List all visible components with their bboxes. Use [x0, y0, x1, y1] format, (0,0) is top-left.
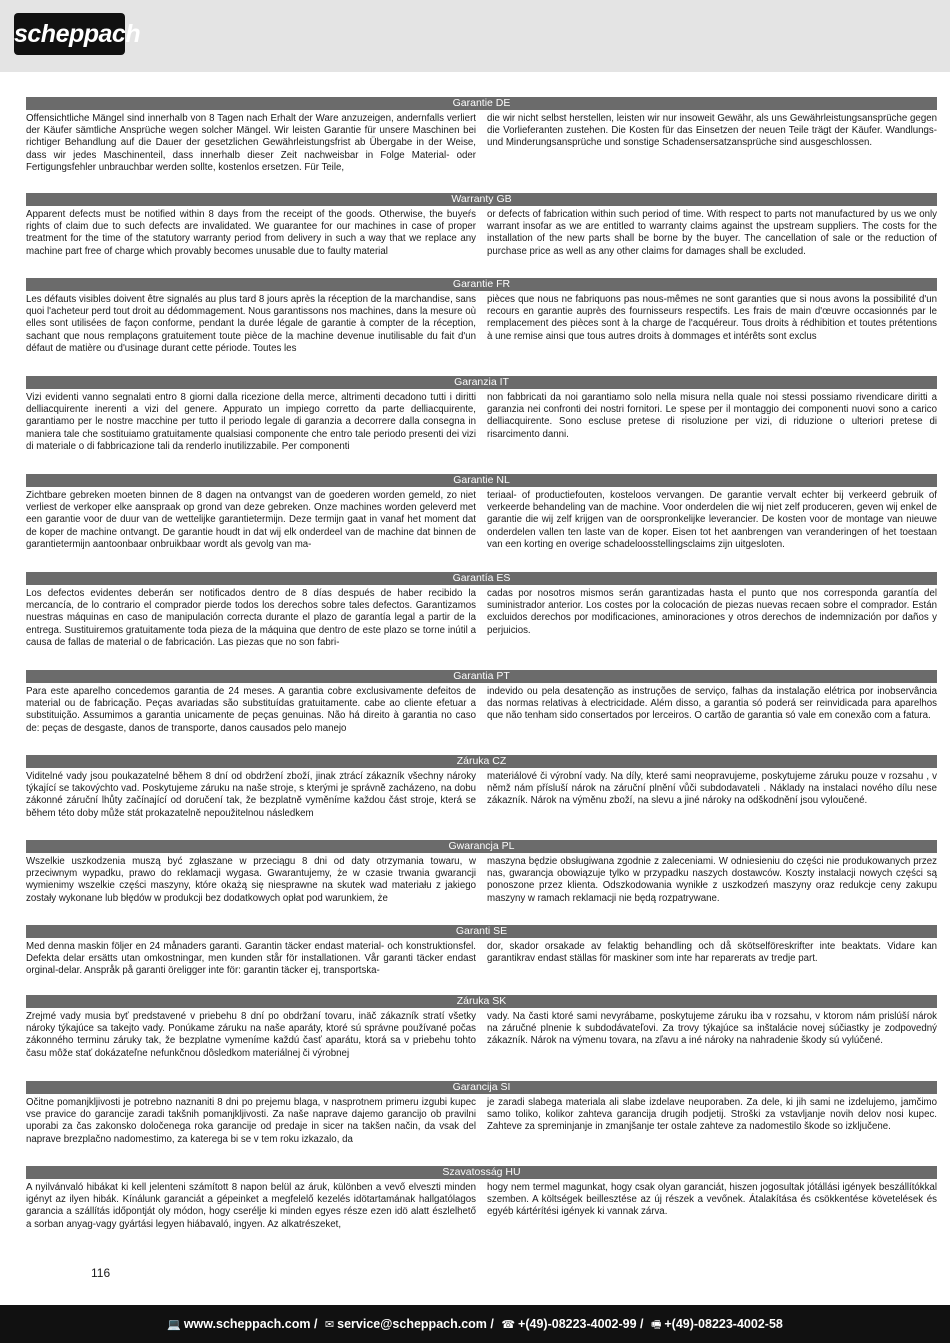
contact-footer [0, 1305, 950, 1343]
section-text-left: Wszelkie uszkodzenia muszą być zgłaszane w przeciągu 8 dni od daty otrzymania towaru, w przeciwnym wypadku, prawo do reklamacji wygasa. Gwarantujemy, że w czasie trwania gwarancji wymienimy wszelkie części maszyny, które okażą się niesprawne na skutek wad materiału z jakiego zostały wykonane lub błędów w produkcji bez dodatkowych opłat pod warunkiem, że [26, 856, 476, 904]
warranty-section-se [26, 925, 937, 995]
section-text-left: Les défauts visibles doivent être signalés au plus tard 8 jours après la réception de la marchandise, sans quoi l'acheteur perd tout droit au dédommagement. Nous garantissons nos machines, dans la mesure où elles sont utilisées de façon conforme, pendant la durée légale de garantie à compter de la réception, sachant que nous remplaçons gratuitement toute pièce de la machine devenue inutilisable du fait d'un défaut de matière ou d'usinage durant cette période. Toutes les [26, 294, 476, 354]
section-text-right: die wir nicht selbst herstellen, leisten wir nur insoweit Gewähr, als uns Gewährleistungsansprüche gegen die Vorlieferanten zustehen. Die Kosten für das Einsetzen der neuen Teile trägt der Käufer. Wandlungs- und Minderungsansprüche und sonstige Schadensersatzansprüche sind ausgeschlossen. [487, 113, 937, 149]
warranty-section-gb [26, 193, 937, 278]
section-text-right: maszyna będzie obsługiwana zgodnie z zaleceniami. W odniesieniu do części nie produkowanych przez nas, gwarancja obowiązuje tylko w przypadku naszych dostawców. Koszty instalacji nowych części są ponoszone przez klienta. Odszkodowania wynikłe z uszkodzeń maszyny oraz redukcje ceny zakupu maszyny w ramach reklamacji nie będą rozpatrywane. [487, 856, 937, 904]
warranty-section-hu [26, 1166, 937, 1236]
section-text-left: Offensichtliche Mängel sind innerhalb von 8 Tagen nach Erhalt der Ware anzuzeigen, andernfalls verliert der Käufer sämtliche Ansprüche wegen solcher Mängel. Wir leisten Garantie für unsere Maschinen bei richtiger Behandlung auf die Dauer der gesetzlichen Gewährleistungsfrist ab Übergabe in der Weise, dass wir jedes Maschinenteil, dass innerhalb dieser Zeit nachweisbar in Folge Material- oder Fertigungsfehler unbrauchbar werden sollte, kostenlos ersetzen. Für Teile, [26, 113, 476, 173]
section-title: Garantía ES [26, 572, 937, 585]
section-text-right: or defects of fabrication within such period of time. With respect to parts not manufactured by us we only warrant insofar as we are entitled to warranty claims against the upstream suppliers. The costs for the installation of the new parts shall be borne by the buyer. The cancellation of sale or the reduction of purchase price as well as any other claims for damages shall be excluded. [487, 209, 937, 257]
section-text-right: hogy nem termel magunkat, hogy csak olyan garanciát, hiszen jogosultak jótállási igények beszállítókkal szemben. A költségek beillesztése az új részek a vevőnek. Átalakítása és csökkentése követelések és egyéb kártérítési igények ki vannak zárva. [487, 1182, 937, 1218]
section-title: Garantia PT [26, 670, 937, 683]
section-title: Szavatosság HU [26, 1166, 937, 1179]
section-title: Garancija SI [26, 1081, 937, 1094]
section-text-left: Para este aparelho concedemos garantia de 24 meses. A garantia cobre exclusivamente defeitos de material ou de fabricação. Peças avariadas são substituídas gratuitamente. cabe ao cliente efetuar a substituição. Assumimos a garantia unicamente de peças genuinas. Não há direito à garantia no caso de: peças de desgaste, danos de transporte, danos causados pelo manejo [26, 686, 476, 734]
computer-icon: 💻 [167, 1319, 181, 1331]
warranty-section-pl [26, 840, 937, 925]
page-header [0, 0, 950, 72]
section-text-left: A nyilvánvaló hibákat ki kell jelenteni számított 8 napon belül az áruk, különben a vevő elveszti minden igényt az ilyen hibák. Kínálunk garanciát a gépeinket a megfelelő kezelés idötartamának hallgatólagos garancia a szállítás időpontját oly módon, hogy cserélje ki minden egyes része ezen idö alatt észlelhető a sorban anyag-vagy gyártási legyen hiábavaló, ingyen. Az alkatrészeket, [26, 1182, 476, 1230]
warranty-section-es [26, 572, 937, 670]
section-title: Záruka CZ [26, 755, 937, 768]
section-text-right: materiálové či výrobní vady. Na díly, které sami neopravujeme, poskytujeme záruku pouze v rozsahu , v němž nám přísluší nárok na záruční plnění vůči subdodavateli . Náklady na instalaci nového dílu nese zákazník. Nárok na výměnu zboží, na slevu a jiné nároky na odškodnění jsou vyloučené. [487, 771, 937, 807]
section-title: Garantie DE [26, 97, 937, 110]
website-link[interactable]: www.scheppach.com / [183, 1317, 318, 1331]
section-text-left: Vizi evidenti vanno segnalati entro 8 giorni dalla ricezione della merce, altrimenti decadono tutti i diritti delliacquirente inerenti a vizi del genere. Appurato un impiego corretto da parte delliacquirente, garantiamo per le nostre macchine per tutto il periodo legale di garanzia a decorrere dalla consegna in maniera tale che sostituiamo gratuitamente qualsiasi componente che entro tale periodo presenti dei vizi di materiale o di fabbricazione tali da renderlo inutilizzabile. Per componenti [26, 392, 476, 452]
phone-icon: ☎ [501, 1319, 516, 1331]
section-text-right: cadas por nosotros mismos serán garantizadas hasta el punto que nos corresponda garantía del suministrador anterior. Los costes por la colocación de piezas nuevas recaen sobre el comprador. Están excluidos derechos por modificaciones, aminoraciones y otros derechos de indemnización por daños y perjuicios. [487, 588, 937, 636]
section-text-left: Očitne pomanjkljivosti je potrebno naznaniti 8 dni po prejemu blaga, v nasprotnem primeru izgubi kupec vse pravice do garancije zaradi takšnih pomanjkljivosti. Za naše naprave dajemo garancijo ob pravilni uporabi za čas zakonsko določenega roka garancije od predaje in sicer na takšen način, da vsak del naprave brezplačno nadomestimo, za katerega bi se v tem roku izkazalo, da [26, 1097, 476, 1145]
section-text-left: Viditelné vady jsou poukazatelné během 8 dní od obdržení zboží, jinak ztrácí zákazník všechny nároky týkající se takovýchto vad. Poskytujeme záruku na naše stroje, s kterými je správně zacházeno, na dobu zákonné záruční lhůty začínající od doručení tak, že bezplatně vyměníme každou část stroje, která se během této doby může stát prokazatelně nepoužitelnou následkem [26, 771, 476, 819]
section-title: Garantie NL [26, 474, 937, 487]
section-title: Garanti SE [26, 925, 937, 938]
section-title: Garanzia IT [26, 376, 937, 389]
section-text-right: pièces que nous ne fabriquons pas nous-mêmes ne sont garanties que si nous avons la possibilité d'un recours en garantie auprès des fournisseurs respectifs. Les frais de main d'œuvre occasionnés par le remplacement des pièces sont à la charge de l'acquéreur. Tous droits à rédhibition et toutes prétentions à une remise ainsi que tous autres droits à dommages et intérêts sont exclus [487, 294, 937, 342]
warranty-section-cz [26, 755, 937, 840]
section-text-left: Apparent defects must be notified within 8 days from the receipt of the goods. Otherwise, the buyeŕs rights of claim due to such defects are invalidated. We guarantee for our machines in case of proper treatment for the time of the statutory warranty period from delivery in such a way that we replace any machine part free of charge which provably becomes unusable due to faulty material [26, 209, 476, 257]
warranty-section-fr [26, 278, 937, 376]
section-text-left: Zichtbare gebreken moeten binnen de 8 dagen na ontvangst van de goederen worden gemeld, zo niet verliest de verkoper elke aanspraak op grond van deze gebreken. Onze machines worden geleverd met een garantie voor de duur van de wettelijke garantietermijn. Deze termijn gaat in vanaf het moment dat de koper de machine ontvangt. De garantie houdt in dat wij elk onderdeel van de machine dat binnen de garantietermijn aantoonbaar onbruikbaar wordt als gevolg van ma- [26, 490, 476, 550]
section-text-right: je zaradi slabega materiala ali slabe izdelave neuporaben. Za dele, ki jih sami ne izdelujemo, jamčimo samo toliko, kolikor zahteva garancija drugih podjetij. Stroški za vstavljanje novih delov nosi kupec. Zahteve za spreminjanje in zmanjšanje ter ostale zahteve za nadomestilo škode so izključene. [487, 1097, 937, 1133]
warranty-section-de [26, 97, 937, 193]
warranty-section-pt [26, 670, 937, 755]
section-title: Gwarancja PL [26, 840, 937, 853]
page-number: 116 [91, 1266, 111, 1280]
warranty-section-sk [26, 995, 937, 1081]
section-text-right: indevido ou pela desatenção as instruções de serviço, falhas da instalação elétrica por inobservância das normas relativas à electricidade. Além disso, a garantia só poderá ser reinvidicada para aparelhos que não tenham sido consertados por lerceiros. O cartão de garantia só vale em conexão com a fatura. [487, 686, 937, 722]
section-text-right: non fabbricati da noi garantiamo solo nella misura nella quale noi stessi possiamo rivendicare diritti a garanzia nei confronti dei nostri fornitori. Le spese per il montaggio dei componenti nuovi sono a carico delliacquirente. Sono escluse pretese di risoluzione per vizi, di riduzione o ulteriori pretese di risarcimento danni. [487, 392, 937, 440]
warranty-section-si [26, 1081, 937, 1166]
mail-icon: ✉ [324, 1319, 335, 1331]
scheppach-logo: scheppach [14, 13, 125, 55]
warranty-section-it [26, 376, 937, 474]
warranty-section-nl [26, 474, 937, 572]
section-text-right: vady. Na časti ktoré sami nevyrábame, poskytujeme záruku iba v rozsahu, v ktorom nám prislúší nárok na záručné plnenie k subdodávateľovi. Za trovy týkajúce sa inštalácie novej súčiastky je zodpovedný zákazník. Nárok na výmenu tovara, na zľavu a iné nároky na nahradenie škody sú vylúčené. [487, 1011, 937, 1047]
section-text-right: dor, skador orsakade av felaktig behandling och då skötselföreskrifter inte beaktats. Vidare kan garantikrav endast ställas för maskiner som inte har reparerats av tredje part. [487, 941, 937, 965]
warranty-content [26, 97, 937, 1236]
section-text-left: Med denna maskin följer en 24 månaders garanti. Garantin täcker endast material- och konstruktionsfel. Defekta delar ersätts utan omkostningar, men kunden står för installationen. Vår garanti täcker endast orginal-delar. Anspråk på garanti öreligger inte för: garantin täcker ej, transportska- [26, 941, 476, 977]
section-text-right: teriaal- of productiefouten, kosteloos vervangen. De garantie vervalt echter bij verkeerd gebruik of verkeerde behandeling van de machine. Voor onderdelen die wij niet zelf produceren, geven wij enkel de garantie die wij zelf krijgen van de oorspronkelijke leverancier. De kosten voor de montage van nieuwe onderdelen vallen ten laste van de koper. Eisen tot het aanbrengen van veranderingen of het toestaan van een korting en overige schadeloosstellingsclaims zijn uitgesloten. [487, 490, 937, 550]
section-title: Záruka SK [26, 995, 937, 1008]
fax-number: +(49)-08223-4002-58 [664, 1317, 783, 1331]
email-link[interactable]: service@scheppach.com / [337, 1317, 494, 1331]
section-title: Garantie FR [26, 278, 937, 291]
phone-number: +(49)-08223-4002-99 / [518, 1317, 644, 1331]
section-text-left: Zrejmé vady musia byť predstavené v priebehu 8 dní po obdržaní tovaru, inäč zákazník stratí všetky nároky týkajúce sa takejto vady. Ponúkame záruku na naše aparáty, ktoré sú správne používané počas zákonného terminu záruky tak, že bezplatne vymeníme každú časť aparátu, ktorá sa v priebehu tohto času môže stať dokázateľne nefunkčnou dôsledkom materiálnej či výrobnej [26, 1011, 476, 1059]
fax-icon: 🖷 [650, 1319, 662, 1331]
section-title: Warranty GB [26, 193, 937, 206]
section-text-left: Los defectos evidentes deberán ser notificados dentro de 8 días después de haber recibido la mercancía, de lo contrario el comprador pierde todos los derechos sobre tales defectos. Garantizamos nuestras máquinas en caso de manipulación correcta durante el plazo de garantía legal a partir de la entrega. Sustituiremos gratuitamente toda pieza de la máquina que dentro de este plazo se torne inútil a causa de fallas de material o de fabricación. Las piezas que no son fabri- [26, 588, 476, 648]
